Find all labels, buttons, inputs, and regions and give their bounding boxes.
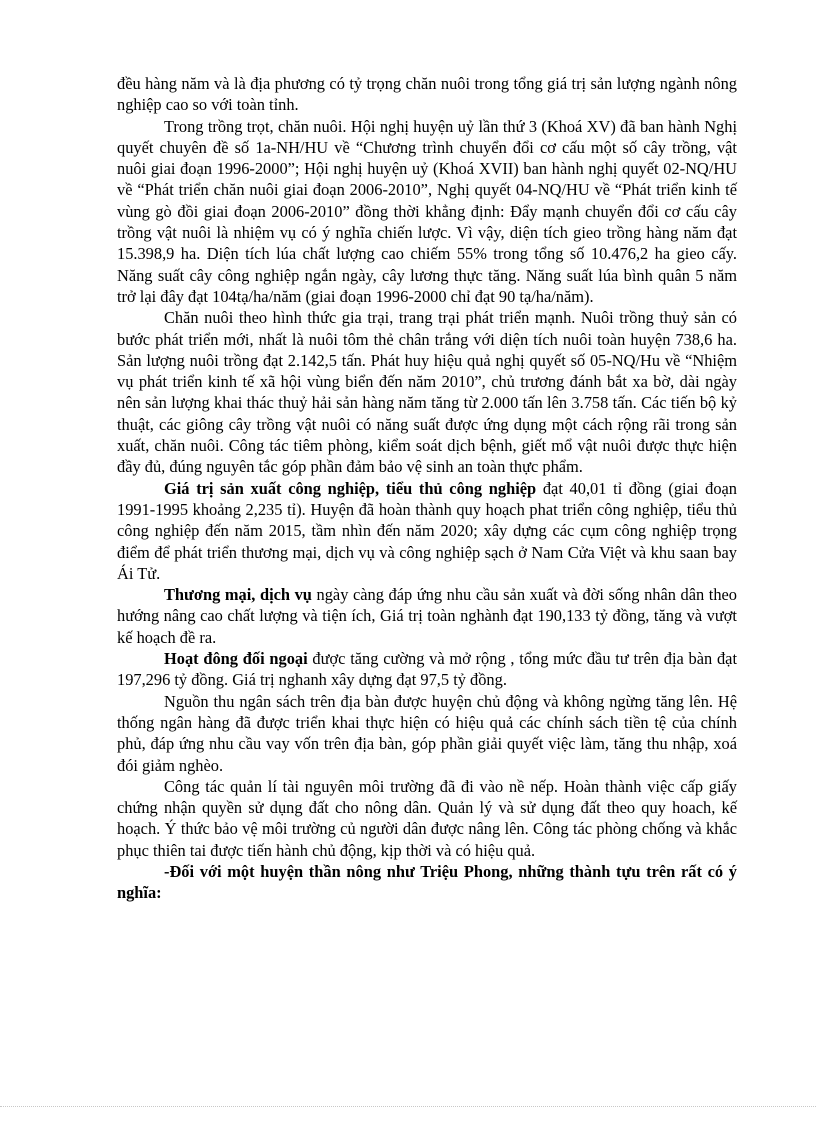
paragraph-8: Công tác quản lí tài nguyên môi trường đã đi vào nề nếp. Hoàn thành việc cấp giấy chứng nhận quyền sử dụng đất cho nông dân. Quản lý và sử dụng đất theo quy hoach, kế hoạch. Ý thức bảo vệ môi trường củ người dân được nâng lên. Công tác phòng chống và khắc phục thiên tai được tiến hành chủ động, kịp thời và có hiệu quả. (117, 776, 737, 860)
paragraph-4-text: đạt 40,01 tỉ đồng (giai đoạn 1991-1995 khoảng 2,235 tỉ). Huyện đã hoàn thành quy hoạch phat triển công nghiệp, tiểu thủ công nghiệp đến năm 2015, tầm nhìn đến năm 2020; xây dựng các cụm công nghiệp trọng điểm để phát triển thương mại, dịch vụ và công nghiệp sạch ở Nam Cửa Việt và khu saan bay Ái Tử. (117, 478, 737, 583)
paragraph-4-heading: Giá trị sản xuất công nghiệp, tiểu thủ công nghiệp (164, 478, 537, 498)
paragraph-9 (117, 861, 737, 904)
paragraph-9-heading: -Đối với một huyện thần nông như Triệu Phong, những thành tựu trên rất có ý nghĩa: (117, 861, 737, 903)
paragraph-5 (117, 584, 737, 648)
paragraph-6-heading: Hoạt đông đối ngoại (164, 649, 308, 669)
paragraph-5-text: ngày càng đáp ứng nhu cầu sản xuất và đời sống nhân dân theo hướng nâng cao chất lượng và tiện ích, Giá trị toàn nghành đạt 190,133 tỷ đồng, tăng và vượt kế hoạch đề ra. (117, 585, 738, 647)
paragraph-5-heading: Thương mại, dịch vụ (164, 585, 312, 605)
paragraph-4 (117, 478, 737, 584)
paragraph-6 (117, 648, 737, 691)
page-bottom-divider (0, 1106, 816, 1107)
document-page (117, 73, 737, 904)
paragraph-2: Trong trồng trọt, chăn nuôi. Hội nghị huyện uỷ lần thứ 3 (Khoá XV) đã ban hành Nghị quyết chuyên đề số 1a-NH/HU về “Chương trình chuyển đổi cơ cấu một số cây trồng, vật nuôi giai đoạn 1996-2000”; Hội nghị huyện uỷ (Khoá XVII) ban hành nghị quyết 02-NQ/HU về “Phát triển chăn nuôi giai đoạn 2006-2010”, Nghị quyết 04-NQ/HU về “Phát triển kinh tế vùng gò đồi giai đoạn 2006-2010” đồng thời khẳng định: Đẩy mạnh chuyển đổi cơ cấu cây trồng vật nuôi là nhiệm vụ có ý nghĩa chiến lược. Vì vậy, diện tích gieo trồng hàng năm đạt 15.398,9 ha. Diện tích lúa chất lượng cao chiếm 55% trong tổng số 10.476,2 ha gieo cấy. Năng suất cây công nghiệp ngắn ngày, cây lương thực tăng. Năng suất lúa bình quân 5 năm trở lại đây đạt 104tạ/ha/năm (giai đoạn 1996-2000 chỉ đạt 90 tạ/ha/năm). (117, 116, 737, 306)
paragraph-7: Nguồn thu ngân sách trên địa bàn được huyện chủ động và không ngừng tăng lên. Hệ thống ngân hàng đã được triển khai thực hiện có hiệu quả các chính sách tiền tệ của chính phủ, đáp ứng nhu cầu vay vốn trên địa bàn, góp phần giải quyết việc làm, tăng thu nhập, xoá đói giảm nghèo. (117, 691, 737, 775)
paragraph-6-text: được tăng cường và mở rộng , tổng mức đầu tư trên địa bàn đạt 197,296 tỷ đồng. Giá trị nghanh xây dựng đạt 97,5 tỷ đồng. (117, 649, 737, 690)
paragraph-1: đều hàng năm và là địa phương có tỷ trọng chăn nuôi trong tổng giá trị sản lượng ngành nông nghiệp cao so với toàn tỉnh. (117, 74, 737, 115)
paragraph-3: Chăn nuôi theo hình thức gia trại, trang trại phát triển mạnh. Nuôi trồng thuỷ sản có bước phát triển mới, nhất là nuôi tôm thẻ chân trắng với diện tích nuôi toàn huyện 738,6 ha. Sản lượng nuôi trồng đạt 2.142,5 tấn. Phát huy hiệu quả nghị quyết số 05-NQ/Hu về “Nhiệm vụ phát triển kinh tế xã hội vùng biển đến năm 2010”, chủ trương đánh bắt xa bờ, dài ngày nên sản lượng khai thác thuỷ hải sản hàng năm tăng từ 2.000 tấn lên 3.758 tấn. Các tiến bộ kỷ thuật, các giông cây trồng vật nuôi có năng suất được ứng dụng một cách rộng rãi trong sản xuất, chăn nuôi. Công tác tiêm phòng, kiểm soát dịch bệnh, giết mổ vật nuôi được thực hiện đầy đủ, đúng nguyên tắc góp phần đảm bảo vệ sinh an toàn thực phẩm. (117, 308, 737, 477)
